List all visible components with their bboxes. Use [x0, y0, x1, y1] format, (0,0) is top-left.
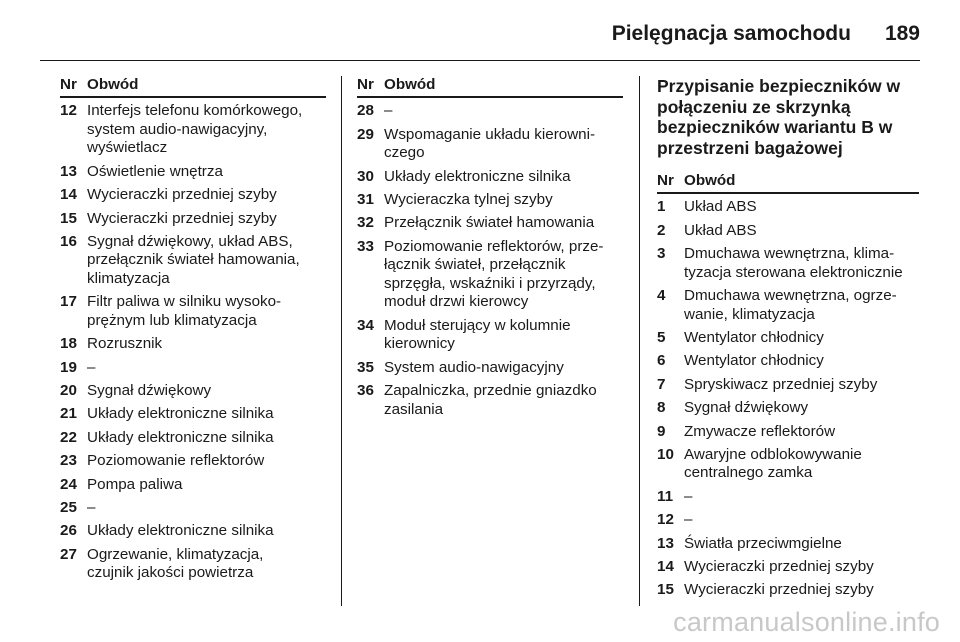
table-row — [657, 287, 919, 324]
fuse-circuit: – — [384, 102, 393, 120]
table-row — [657, 423, 919, 442]
fuse-number: 5 — [657, 328, 666, 346]
fuse-number: 18 — [60, 335, 77, 353]
fuse-number: 8 — [657, 399, 666, 417]
table-row — [357, 102, 623, 121]
fuse-circuit: – — [87, 358, 96, 376]
fuse-circuit: Sygnał dźwiękowy — [684, 399, 809, 417]
table-row — [60, 405, 326, 424]
header-nr: Nr — [357, 76, 374, 93]
fuse-number: 29 — [357, 125, 374, 143]
fuse-circuit: – — [87, 498, 96, 516]
fuse-circuit: Sygnał dźwiękowy — [87, 382, 212, 400]
table-row — [60, 335, 326, 354]
table-row — [357, 168, 623, 187]
fuse-number: 17 — [60, 293, 77, 311]
fuse-circuit: Ogrzewanie, klimatyzacja, czujnik jakości powietrza — [87, 545, 264, 582]
fuse-circuit: Poziomowanie reflektorów — [87, 452, 265, 470]
table-rows — [60, 102, 326, 582]
table-row — [657, 222, 919, 241]
table-row — [657, 446, 919, 483]
fuse-circuit: Zapalniczka, przednie gniazdko zasilania — [384, 382, 597, 418]
fuse-circuit: Dmuchawa wewnętrzna, klima- tyzacja sterowana elektronicznie — [684, 245, 903, 281]
table-row — [60, 102, 326, 158]
table-row — [657, 352, 919, 371]
fuse-circuit: Układy elektroniczne silnika — [384, 167, 571, 185]
table-row — [60, 476, 326, 495]
table-row — [657, 198, 919, 217]
fuse-number: 21 — [60, 405, 77, 423]
fuse-number: 27 — [60, 545, 77, 563]
table-row — [657, 399, 919, 418]
fuse-number: 6 — [657, 352, 666, 370]
table-row — [357, 238, 623, 312]
fuse-number: 32 — [357, 214, 374, 232]
table-row — [657, 329, 919, 348]
fuse-circuit: Dmuchawa wewnętrzna, ogrze- wanie, klimatyzacja — [684, 287, 897, 323]
page-header — [40, 14, 920, 54]
fuse-circuit: Wycieraczki przedniej szyby — [87, 209, 277, 227]
table-rows — [357, 102, 623, 419]
fuse-circuit: Wycieraczki przedniej szyby — [684, 581, 874, 599]
fuse-number: 13 — [60, 162, 77, 180]
fuse-number: 15 — [657, 581, 674, 599]
fuse-number: 13 — [657, 534, 674, 552]
fuse-number: 24 — [60, 475, 77, 493]
table-row — [60, 163, 326, 182]
fuse-circuit: Wentylator chłodnicy — [684, 328, 824, 346]
table-row — [357, 214, 623, 233]
fuse-number: 35 — [357, 358, 374, 376]
fuse-circuit: Oświetlenie wnętrza — [87, 162, 223, 180]
table-row — [60, 522, 326, 541]
fuse-number: 23 — [60, 452, 77, 470]
fuse-circuit: System audio-nawigacyjny — [384, 358, 564, 376]
fuse-number: 28 — [357, 102, 374, 120]
fuse-circuit: Układ ABS — [684, 198, 757, 216]
page-number: 189 — [884, 22, 920, 45]
fuse-number: 12 — [60, 102, 77, 120]
fuse-table-column-1 — [60, 76, 326, 583]
watermark: carmanualsonline.info — [673, 607, 940, 637]
table-row — [357, 317, 623, 354]
fuse-circuit: Zmywacze reflektorów — [684, 422, 836, 440]
fuse-number: 2 — [657, 221, 666, 239]
fuse-circuit: Układy elektroniczne silnika — [87, 405, 274, 423]
table-row — [60, 359, 326, 378]
table-row — [357, 359, 623, 378]
table-header — [357, 76, 623, 98]
fuse-number: 9 — [657, 422, 666, 440]
table-row — [60, 499, 326, 518]
table-row — [60, 429, 326, 448]
fuse-number: 1 — [657, 198, 666, 216]
column-divider — [639, 76, 640, 606]
fuse-number: 7 — [657, 375, 666, 393]
fuse-circuit: Światła przeciwmgielne — [684, 534, 842, 552]
table-row — [60, 382, 326, 401]
fuse-number: 4 — [657, 287, 666, 305]
table-row — [60, 233, 326, 289]
fuse-number: 20 — [60, 382, 77, 400]
header-circuit: Obwód — [684, 172, 736, 189]
fuse-circuit: Wycieraczka tylnej szyby — [384, 191, 553, 209]
header-circuit: Obwód — [87, 76, 139, 93]
table-header — [657, 172, 919, 194]
fuse-circuit: Poziomowanie reflektorów, prze- łącznik świateł, przełącznik sprzęgła, wskaźniki i przyrządy, moduł drzwi kierowcy — [384, 237, 604, 311]
fuse-number: 16 — [60, 232, 77, 250]
table-row — [357, 191, 623, 210]
fuse-number: 12 — [657, 511, 674, 529]
fuse-circuit: Układy elektroniczne silnika — [87, 428, 274, 446]
fuse-number: 34 — [357, 316, 374, 334]
table-row — [60, 452, 326, 471]
fuse-circuit: Filtr paliwa w silniku wysoko- prężnym lub klimatyzacja — [87, 293, 282, 329]
table-row — [657, 535, 919, 554]
fuse-circuit: Wycieraczki przedniej szyby — [684, 557, 874, 575]
table-row — [657, 376, 919, 395]
table-row — [657, 511, 919, 530]
header-circuit: Obwód — [384, 76, 436, 93]
fuse-circuit: Układ ABS — [684, 221, 757, 239]
fuse-number: 15 — [60, 209, 77, 227]
table-row — [657, 488, 919, 507]
fuse-table-column-3 — [657, 76, 919, 600]
fuse-circuit: Wentylator chłodnicy — [684, 352, 824, 370]
fuse-number: 14 — [60, 186, 77, 204]
table-row — [657, 245, 919, 282]
fuse-number: 3 — [657, 245, 666, 263]
header-nr: Nr — [60, 76, 77, 93]
fuse-circuit: Rozrusznik — [87, 335, 163, 353]
fuse-table-column-2 — [357, 76, 623, 419]
fuse-number: 14 — [657, 557, 674, 575]
page-title: Pielęgnacja samochodu — [611, 22, 851, 45]
table-row — [657, 558, 919, 577]
table-row — [60, 293, 326, 330]
fuse-circuit: Interfejs telefonu komórkowego, system audio-nawigacyjny, wyświetlacz — [87, 102, 303, 157]
fuse-circuit: Awaryjne odblokowywanie centralnego zamka — [684, 445, 862, 482]
fuse-number: 30 — [357, 167, 374, 185]
fuse-number: 22 — [60, 428, 77, 446]
fuse-number: 25 — [60, 498, 77, 516]
fuse-circuit: – — [684, 487, 693, 505]
fuse-number: 11 — [657, 487, 674, 505]
table-header — [60, 76, 326, 98]
table-rows — [657, 198, 919, 599]
fuse-number: 31 — [357, 191, 374, 209]
fuse-circuit: Wycieraczki przedniej szyby — [87, 186, 277, 204]
fuse-circuit: Sygnał dźwiękowy, układ ABS, przełącznik świateł hamowania, klimatyzacja — [87, 232, 300, 287]
section-title: Przypisanie bezpieczników w połączeniu ze skrzynką bezpieczników wariantu B w przestrzeni bagażowej — [657, 76, 901, 158]
fuse-number: 19 — [60, 358, 77, 376]
fuse-number: 26 — [60, 522, 77, 540]
fuse-circuit: Układy elektroniczne silnika — [87, 522, 274, 540]
fuse-number: 36 — [357, 382, 374, 400]
header-divider — [40, 60, 920, 61]
fuse-circuit: Moduł sterujący w kolumnie kierownicy — [384, 316, 571, 353]
header-nr: Nr — [657, 172, 674, 189]
fuse-circuit: Spryskiwacz przedniej szyby — [684, 375, 878, 393]
fuse-circuit: Przełącznik świateł hamowania — [384, 214, 595, 232]
table-row — [357, 382, 623, 419]
table-row — [60, 546, 326, 583]
fuse-circuit: – — [684, 511, 693, 529]
fuse-number: 10 — [657, 445, 674, 463]
fuse-circuit: Wspomaganie układu kierowni- czego — [384, 125, 596, 162]
table-row — [60, 186, 326, 205]
fuse-number: 33 — [357, 237, 374, 255]
table-row — [357, 126, 623, 163]
table-row — [657, 581, 919, 600]
column-divider — [341, 76, 342, 606]
table-row — [60, 210, 326, 229]
fuse-circuit: Pompa paliwa — [87, 475, 183, 493]
